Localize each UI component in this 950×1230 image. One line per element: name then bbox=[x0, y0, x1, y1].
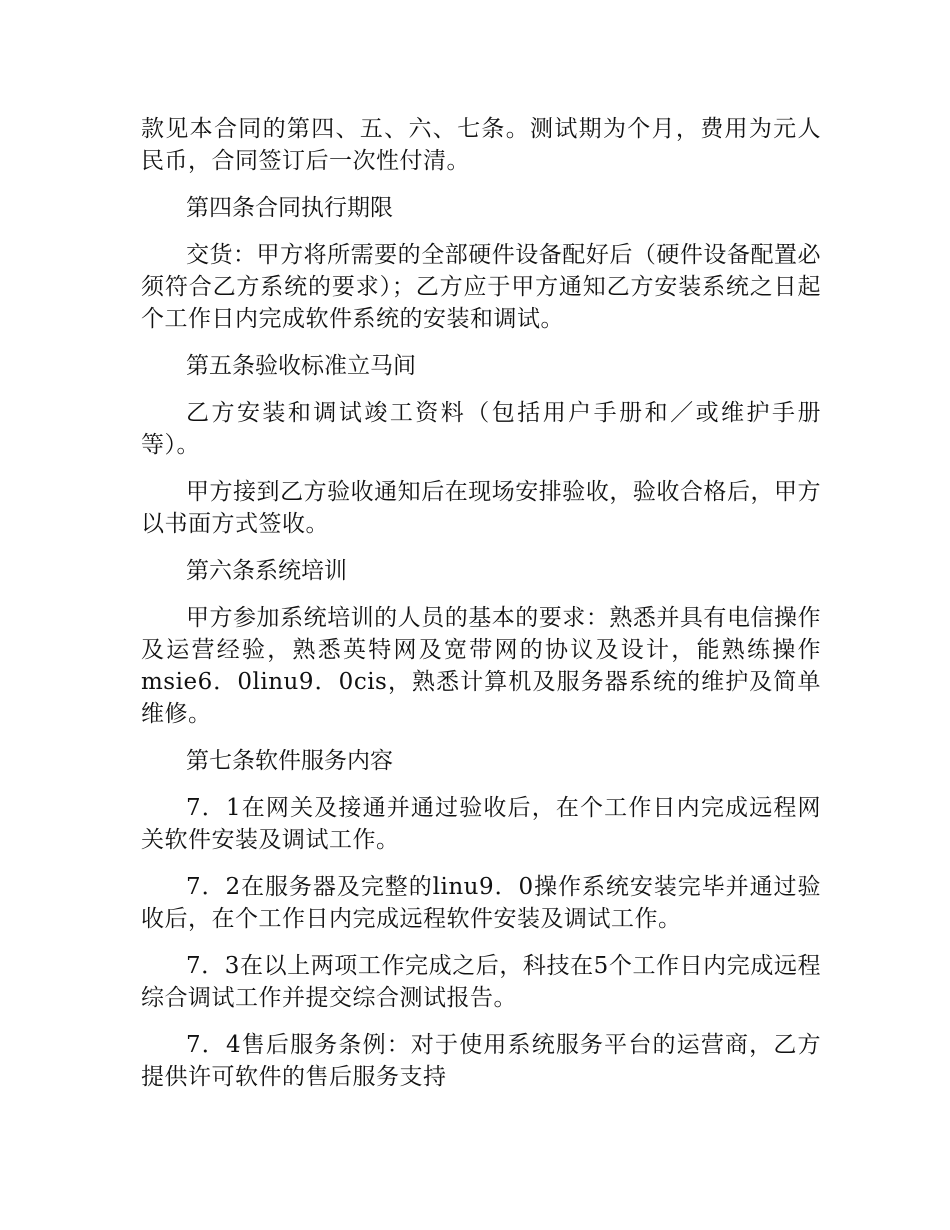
paragraph-completion-docs: 乙方安装和调试竣工资料（包括用户手册和／或维护手册等）。 bbox=[141, 400, 821, 458]
heading-article-7: 第七条软件服务内容 bbox=[186, 748, 393, 774]
heading-article-4: 第四条合同执行期限 bbox=[186, 195, 393, 221]
heading-article-6: 第六条系统培训 bbox=[186, 558, 347, 584]
paragraph-7-1: 7．1在网关及接通并通过验收后，在个工作日内完成远程网关软件安装及调试工作。 bbox=[141, 795, 821, 853]
document-body bbox=[141, 113, 821, 1108]
paragraph-training: 甲方参加系统培训的人员的基本的要求：熟悉并具有电信操作及运营经验，熟悉英特网及宽带网的协议及设计，能熟练操作msie6．0linu9．0cis，熟悉计算机及服务器系统的维护及简单维修。 bbox=[141, 605, 821, 727]
paragraph-7-3: 7．3在以上两项工作完成之后，科技在5个工作日内完成远程综合调试工作并提交综合测试报告。 bbox=[141, 953, 821, 1011]
paragraph-delivery: 交货：甲方将所需要的全部硬件设备配好后（硬件设备配置必须符合乙方系统的要求）；乙方应于甲方通知乙方安装系统之日起个工作日内完成软件系统的安装和调试。 bbox=[141, 242, 821, 332]
paragraph-7-2: 7．2在服务器及完整的linu9．0操作系统安装完毕并通过验收后，在个工作日内完成远程软件安装及调试工作。 bbox=[141, 874, 821, 932]
paragraph-payment-terms: 款见本合同的第四、五、六、七条。测试期为个月，费用为元人民币，合同签订后一次性付清。 bbox=[141, 116, 821, 174]
paragraph-7-4: 7．4售后服务条例：对于使用系统服务平台的运营商，乙方提供许可软件的售后服务支持 bbox=[141, 1032, 821, 1090]
heading-article-5: 第五条验收标准立马间 bbox=[186, 353, 416, 379]
paragraph-acceptance: 甲方接到乙方验收通知后在现场安排验收，验收合格后，甲方以书面方式签收。 bbox=[141, 479, 821, 537]
